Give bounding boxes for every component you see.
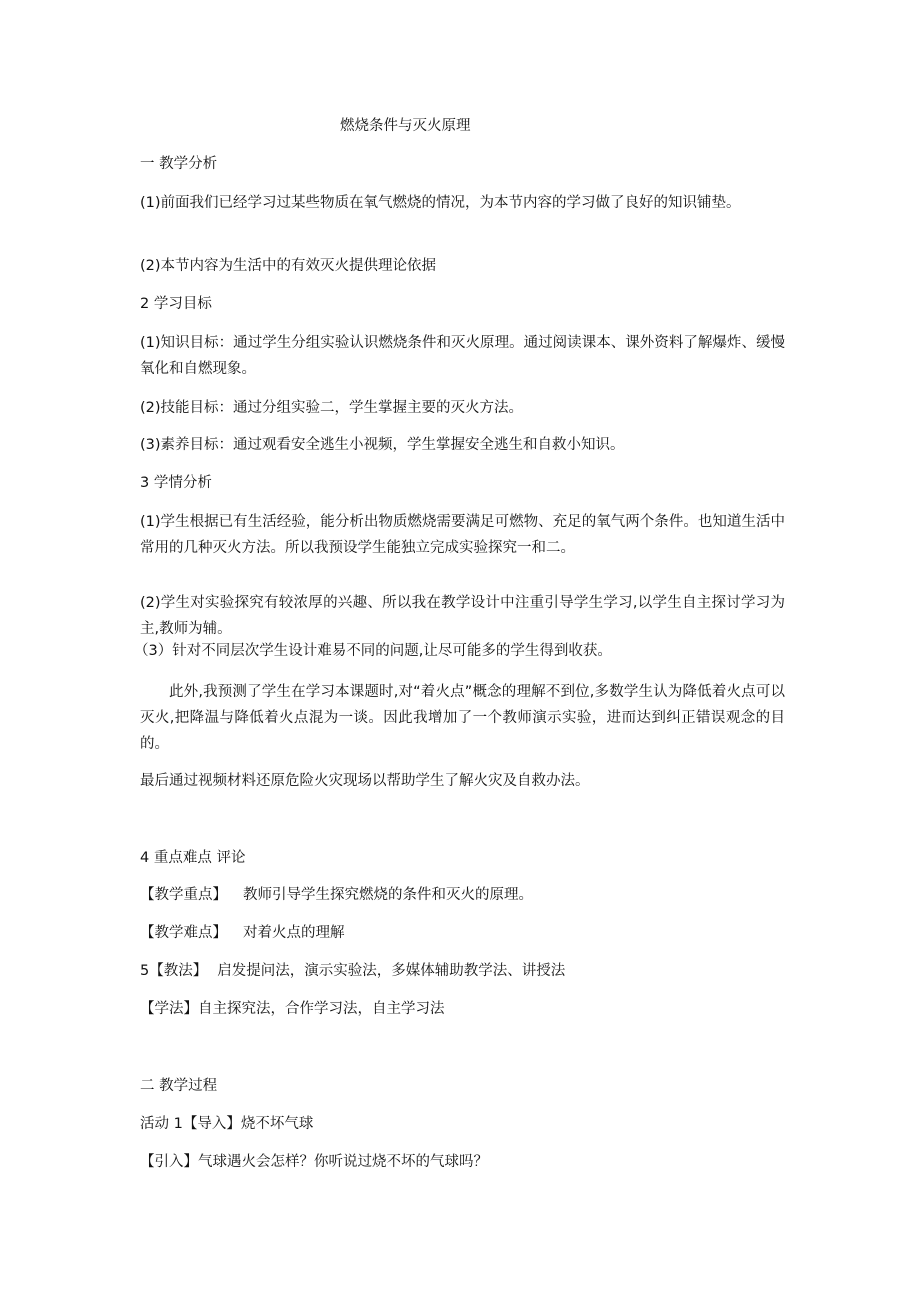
- activity-1-intro: 【引入】气球遇火会怎样？你听说过烧不坏的气球吗？: [140, 1154, 488, 1170]
- key-point-label: 【教学重点】: [140, 887, 227, 903]
- paragraph-student-1: (1)学生根据已有生活经验，能分析出物质燃烧需要满足可燃物、充足的氧气两个条件。也知道生活中常用的几种灭火方法。所以我预设学生能独立完成实验探究一和二。: [140, 514, 785, 556]
- paragraph-student-2: (2)学生对实验探究有较浓厚的兴趣、所以我在教学设计中注重引导学生学习,以学生自主探讨学习为主,教师为辅。: [140, 595, 785, 637]
- section-heading-key-points: 4 重点难点 评论: [140, 850, 246, 866]
- paragraph-student-4: 此外,我预测了学生在学习本课题时,对“着火点”概念的理解不到位,多数学生认为降低着火点可以灭火,把降温与降低着火点混为一谈。因此我增加了一个教师演示实验，进而达到纠正错误观念的目的。: [140, 684, 785, 752]
- teaching-method-label: 5【教法】: [140, 963, 208, 979]
- paragraph-analysis-2: (2)本节内容为生活中的有效灭火提供理论依据: [140, 258, 437, 274]
- difficult-point-row: [140, 923, 345, 943]
- teaching-method-text: 启发提问法，演示实验法，多媒体辅助教学法、讲授法: [217, 963, 566, 979]
- key-point-row: [140, 885, 533, 905]
- paragraph-goal-knowledge: (1)知识目标：通过学生分组实验认识燃烧条件和灭火原理。通过阅读课本、课外资料了解爆炸、缓慢氧化和自燃现象。: [140, 335, 785, 377]
- section-heading-teaching-analysis: 一 教学分析: [140, 156, 218, 172]
- difficult-point-text: 对着火点的理解: [243, 925, 345, 941]
- paragraph-goal-literacy: (3)素养目标：通过观看安全逃生小视频，学生掌握安全逃生和自救小知识。: [140, 437, 625, 453]
- paragraph-analysis-1: (1)前面我们已经学习过某些物质在氧气燃烧的情况，为本节内容的学习做了良好的知识铺垫。: [140, 195, 741, 211]
- teaching-method-row: [140, 961, 565, 981]
- paragraph-student-5: 最后通过视频材料还原危险火灾现场以帮助学生了解火灾及自救办法。: [140, 773, 590, 789]
- activity-1-heading: 活动 1【导入】烧不坏气球: [140, 1116, 314, 1132]
- section-heading-learning-goals: 2 学习目标: [140, 296, 212, 312]
- paragraph-student-3: （3）针对不同层次学生设计难易不同的问题,让尽可能多的学生得到收获。: [134, 643, 612, 659]
- learning-method-row: 【学法】自主探究法，合作学习法，自主学习法: [140, 1001, 445, 1017]
- paragraph-goal-skill: (2)技能目标：通过分组实验二，学生掌握主要的灭火方法。: [140, 400, 524, 416]
- difficult-point-label: 【教学难点】: [140, 925, 227, 941]
- section-heading-teaching-process: 二 教学过程: [140, 1078, 218, 1094]
- key-point-text: 教师引导学生探究燃烧的条件和灭火的原理。: [243, 887, 533, 903]
- section-heading-student-analysis: 3 学情分析: [140, 475, 212, 491]
- document-title: 燃烧条件与灭火原理: [340, 118, 471, 134]
